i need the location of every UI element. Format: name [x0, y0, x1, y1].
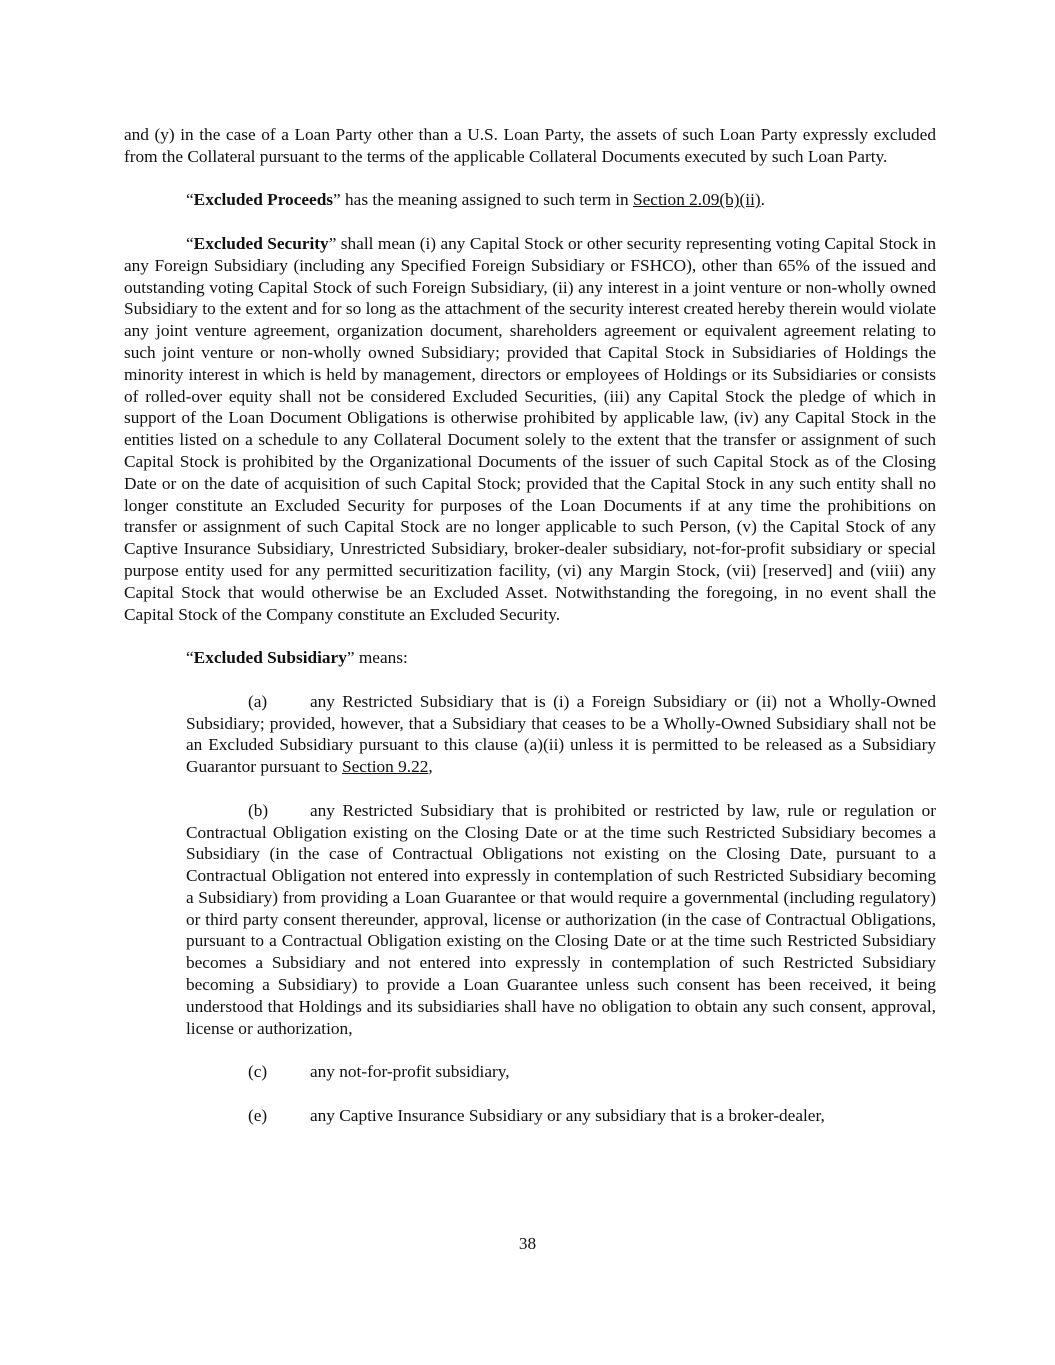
clause-label: (c) — [248, 1062, 268, 1082]
clause-text: any Captive Insurance Subsidiary or any subsidiary that is a broker-dealer, — [310, 1105, 825, 1125]
clause-c — [248, 1061, 936, 1083]
open-quote: “ — [186, 233, 194, 253]
definition-text: shall mean (i) any Capital Stock or other security representing voting Capital Stock in any Foreign Subsidiary (including any Specified Foreign Subsidiary or FSHCO), other than 65% of the issued and outstanding voting Capital Stock of such Foreign Subsidiary, (ii) any interest in a joint venture or non-wholly owned Subsidiary to the extent and for so long as the attachment of the security interest created hereby therein would violate any joint venture agreement, organization document, shareholders agreement or equivalent agreement relating to such joint venture or non-wholly owned Subsidiary; provided that Capital Stock in Subsidiaries of Holdings the minority interest in which is held by management, directors or employees of Holdings or its Subsidiaries or consists of rolled-over equity shall not be considered Excluded Securities, (iii) any Capital Stock the pledge of which in support of the Loan Document Obligations is otherwise prohibited by applicable law, (iv) any Capital Stock in the entities listed on a schedule to any Collateral Document solely to the extent that the transfer or assignment of such Capital Stock is prohibited by the Organizational Documents of the issuer of such Capital Stock as of the Closing Date or on the date of acquisition of such Capital Stock; provided that the Capital Stock in any such entity shall no longer constitute an Excluded Security for purposes of the Loan Documents if at any time the prohibitions on transfer or assignment of such Capital Stock are no longer applicable to such Person, (v) the Capital Stock of any Captive Insurance Subsidiary, Unrestricted Subsidiary, broker-dealer subsidiary, not-for-profit subsidiary or special purpose entity used for any permitted securitization facility, (vi) any Margin Stock, (vii) [reserved] and (viii) any Capital Stock that would otherwise be an Excluded Asset. Notwithstanding the foregoing, in no event shall the Capital Stock of the Company constitute an Excluded Security. — [124, 233, 936, 624]
clause-text: any Restricted Subsidiary that is (i) a Foreign Subsidiary or (ii) not a Wholly-Owned Subsidiary; provided, however, that a Subsidiary that ceases to be a Wholly-Owned Subsidiary shall not be an Excluded Subsidiary pursuant to this clause (a)(ii) unless it is permitted to be released as a Subsidiary Guarantor pursuant to — [186, 691, 936, 777]
close-quote: ” — [333, 190, 341, 210]
definition-text: has the meaning assigned to such term in — [340, 190, 633, 210]
defined-term: Excluded Security — [193, 233, 329, 253]
clause-text: any Restricted Subsidiary that is prohibited or restricted by law, rule or regulation or Contractual Obligation existing on the Closing Date or at the time such Restricted Subsidiary becomes a Subsidiary (in the case of Contractual Obligations not existing on the Closing Date, pursuant to a Contractual Obligation not entered into expressly in contemplation of such Restricted Subsidiary becoming a Subsidiary) from providing a Loan Guarantee or that would require a governmental (including regulatory) or third party consent thereunder, approval, license or authorization (in the case of Contractual Obligations, pursuant to a Contractual Obligation existing on the Closing Date or at the time such Restricted Subsidiary becomes a Subsidiary and not entered into expressly in contemplation of such Restricted Subsidiary becoming a Subsidiary) to provide a Loan Guarantee unless such consent has been received, it being understood that Holdings and its subsidiaries shall have no obligation to obtain any such consent, approval, license or authorization, — [186, 800, 936, 1038]
open-quote: “ — [186, 648, 194, 668]
document-page — [124, 124, 936, 1148]
clause-e — [248, 1105, 936, 1127]
page-number: 38 — [518, 1234, 537, 1253]
close-quote: ” — [328, 233, 337, 253]
defined-term: Excluded Subsidiary — [193, 648, 347, 668]
clause-b — [186, 800, 936, 1040]
definition-excluded-subsidiary — [124, 647, 936, 669]
defined-term: Excluded Proceeds — [193, 190, 334, 210]
definition-text-end: . — [760, 190, 765, 210]
clause-text: any not-for-profit subsidiary, — [310, 1062, 510, 1082]
definition-text: means: — [354, 648, 408, 668]
clause-a — [186, 691, 936, 778]
open-quote: “ — [186, 190, 194, 210]
close-quote: ” — [346, 648, 355, 668]
definition-excluded-proceeds — [124, 189, 936, 211]
section-reference: Section 2.09(b)(ii) — [633, 190, 761, 210]
paragraph-continuation: and (y) in the case of a Loan Party other than a U.S. Loan Party, the assets of such Loan Party expressly excluded from the Collateral pursuant to the terms of the applicable Collateral Documents executed by such Loan Party. — [124, 125, 936, 166]
section-reference: Section 9.22 — [341, 757, 429, 777]
clause-label: (e) — [248, 1105, 268, 1125]
definition-excluded-security — [124, 233, 936, 625]
clause-text-end: , — [428, 757, 433, 777]
clause-label: (b) — [248, 800, 269, 820]
clause-label: (a) — [248, 691, 268, 711]
